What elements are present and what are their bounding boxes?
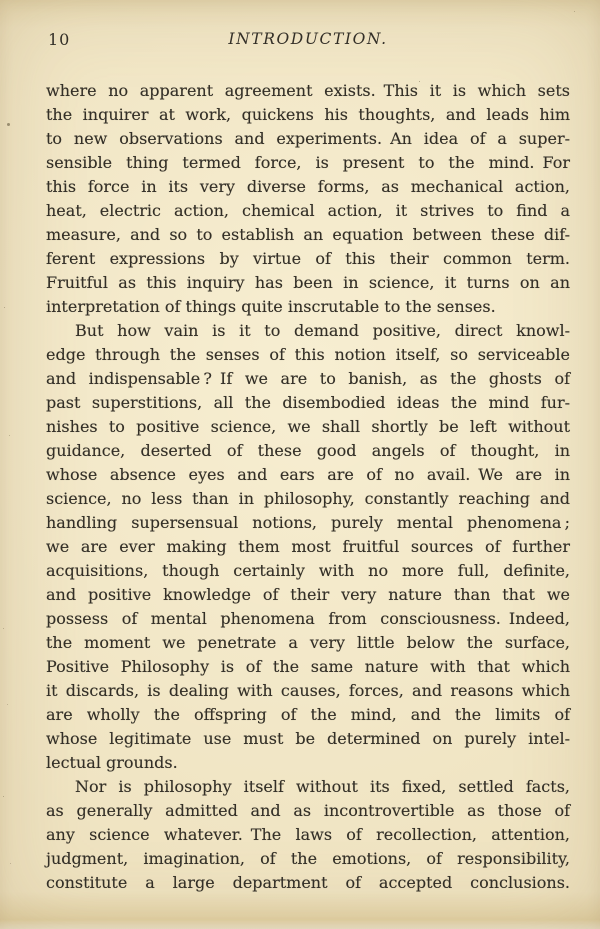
paragraph-3	[46, 775, 570, 895]
text-line: are wholly the offspring of the mind, and the limits of	[46, 705, 570, 724]
text-line: past superstitions, all the disembodied ideas the mind fur-	[46, 393, 570, 412]
text-line: the inquirer at work, quickens his thoughts, and leads him	[46, 105, 570, 124]
running-header	[46, 30, 570, 50]
text-line: heat, electric action, chemical action, it strives to find a	[46, 201, 570, 220]
paragraph-1	[46, 79, 570, 319]
text-line: and indispensable ? If we are to banish, as the ghosts of	[46, 369, 570, 388]
text-line: where no apparent agreement exists. This it is which sets	[46, 81, 570, 100]
text-line: constitute a large department of accepted conclusions.	[46, 873, 570, 892]
text-line: acquisitions, though certainly with no more full, definite,	[46, 561, 570, 580]
text-line: nishes to positive science, we shall shortly be left without	[46, 417, 570, 436]
text-line: any science whatever. The laws of recollection, attention,	[46, 825, 570, 844]
text-line: and positive knowledge of their very nature than that we	[46, 585, 570, 604]
text-line: to new observations and experiments. An idea of a super-	[46, 129, 570, 148]
text-line: edge through the senses of this notion itself, so serviceable	[46, 345, 570, 364]
text-line: whose legitimate use must be determined on purely intel-	[46, 729, 570, 748]
paragraph-2	[46, 319, 570, 775]
text-line: possess of mental phenomena from consciousness. Indeed,	[46, 609, 570, 628]
text-line: whose absence eyes and ears are of no avail. We are in	[46, 465, 570, 484]
text-line: measure, and so to establish an equation between these dif-	[46, 225, 570, 244]
text-line: we are ever making them most fruitful sources of further	[46, 537, 570, 556]
text-line: the moment we penetrate a very little below the surface,	[46, 633, 570, 652]
text-line: sensible thing termed force, is present to the mind. For	[46, 153, 570, 172]
text-line: as generally admitted and as incontrovertible as those of	[46, 801, 570, 820]
running-title: INTRODUCTION.	[228, 30, 388, 48]
page-number: 10	[48, 30, 71, 49]
text-line: handling supersensual notions, purely mental phenomena ;	[46, 513, 570, 532]
text-line: science, no less than in philosophy, constantly reaching and	[46, 489, 570, 508]
text-line: judgment, imagination, of the emotions, of responsibility,	[46, 849, 570, 868]
text-line: interpretation of things quite inscrutable to the senses.	[46, 297, 496, 316]
text-line: Nor is philosophy itself without its fixed, settled facts,	[75, 777, 570, 796]
text-line: But how vain is it to demand positive, direct knowl-	[75, 321, 570, 340]
text-line: lectual grounds.	[46, 753, 178, 772]
text-line: guidance, deserted of these good angels of thought, in	[46, 441, 570, 460]
text-line: it discards, is dealing with causes, forces, and reasons which	[46, 681, 570, 700]
text-line: Fruitful as this inquiry has been in science, it turns on an	[46, 273, 570, 292]
text-line: ferent expressions by virtue of this their common term.	[46, 249, 570, 268]
text-body	[46, 79, 570, 895]
text-line: Positive Philosophy is of the same nature with that which	[46, 657, 570, 676]
text-line: this force in its very diverse forms, as mechanical action,	[46, 177, 570, 196]
